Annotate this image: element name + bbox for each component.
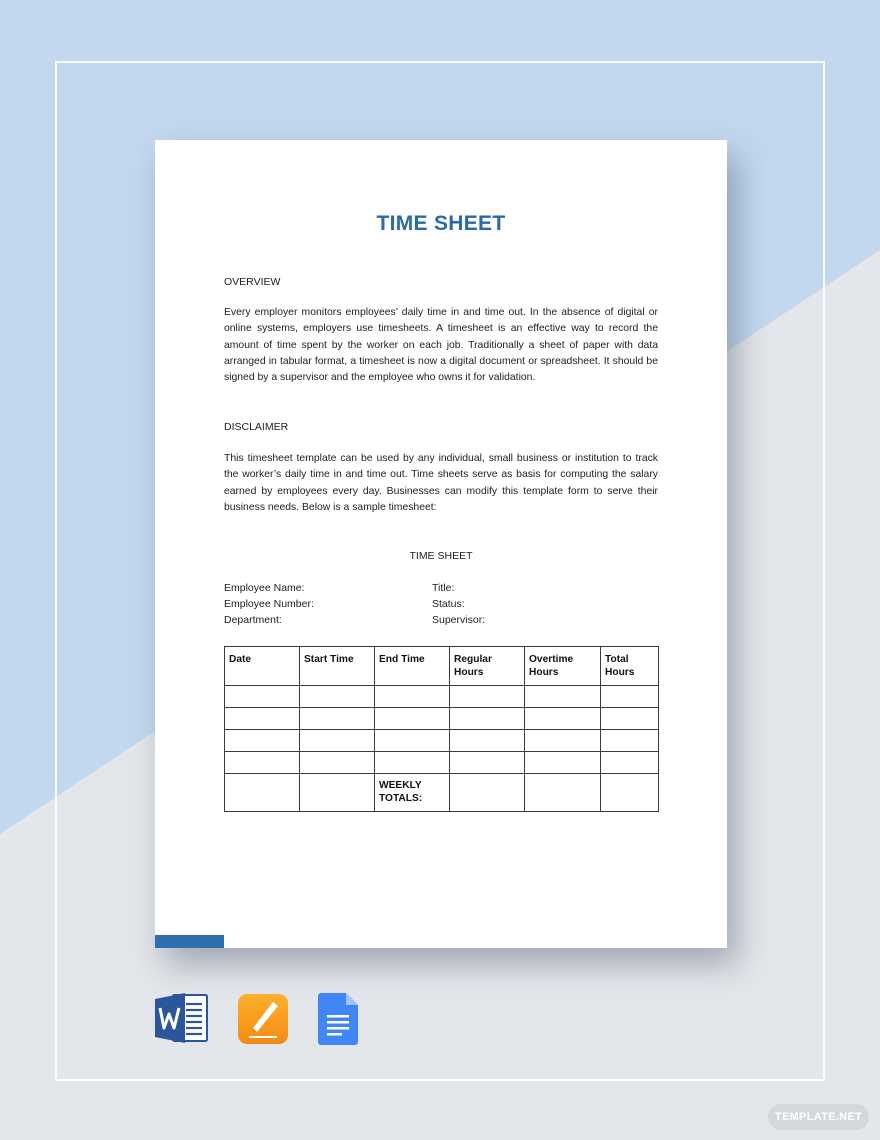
column-header-overtime-hours: Overtime Hours [525,647,601,686]
column-header-date: Date [225,647,300,686]
overview-heading: OVERVIEW [224,276,281,288]
table-cell [525,752,601,774]
table-cell [601,708,659,730]
pages-icon[interactable] [237,993,289,1050]
title-label: Title: [432,582,455,594]
overview-paragraph: Every employer monitors employees’ daily time in and time out. In the absence of digital or online systems, employers use timesheets. A timesheet is an effective way to record the amount of time spent by the worker on each job. Traditionally a sheet of paper with data arranged in tabular format, a timesheet is now a digital document or spreadsheet. It should be signed by a supervisor and the employee who owns it for validation. [224,307,658,384]
document-page [155,140,727,948]
form-title: TIME SHEET [409,550,473,562]
disclaimer-paragraph: This timesheet template can be used by any individual, small business or institution to track the worker’s daily time in and time out. Time sheets serve as basis for computing the salary earned by employees every day. Businesses can modify this template form to serve their business needs. Below is a sample timesheet: [224,453,658,513]
document-title: TIME SHEET [376,212,506,235]
supervisor-label: Supervisor: [432,614,486,626]
table-header-row [225,647,659,686]
weekly-totals-label: WEEKLY TOTALS: [375,774,450,812]
table-cell [225,774,300,812]
table-cell [300,708,375,730]
template-net-watermark: TEMPLATE.NET [768,1104,869,1130]
status-label: Status: [432,598,465,610]
table-cell [225,686,300,708]
page-accent-bar [155,935,224,948]
table-row [225,730,659,752]
table-cell [601,730,659,752]
employee-name-label: Employee Name: [224,582,305,594]
table-cell [375,708,450,730]
table-cell [375,686,450,708]
table-row [225,752,659,774]
word-icon[interactable] [155,993,209,1048]
table-cell [525,774,601,812]
table-row [225,686,659,708]
column-header-start-time: Start Time [300,647,375,686]
table-cell [300,752,375,774]
table-cell [450,774,525,812]
table-cell [450,686,525,708]
table-cell [300,774,375,812]
table-cell [450,752,525,774]
timesheet-table [224,646,659,812]
table-cell [601,774,659,812]
employee-number-label: Employee Number: [224,598,314,610]
table-cell [375,752,450,774]
table-cell [225,708,300,730]
table-cell [601,686,659,708]
table-cell [300,730,375,752]
table-cell [225,752,300,774]
column-header-end-time: End Time [375,647,450,686]
column-header-regular-hours: Regular Hours [450,647,525,686]
table-cell [450,730,525,752]
department-label: Department: [224,614,282,626]
table-cell [525,708,601,730]
disclaimer-heading: DISCLAIMER [224,421,289,433]
table-cell [525,730,601,752]
table-row [225,708,659,730]
table-cell [525,686,601,708]
column-header-total-hours: Total Hours [601,647,659,686]
table-cell [375,730,450,752]
table-cell [601,752,659,774]
weekly-totals-row [225,774,659,812]
table-cell [450,708,525,730]
table-cell [300,686,375,708]
table-cell [225,730,300,752]
google-docs-icon[interactable] [318,993,358,1050]
